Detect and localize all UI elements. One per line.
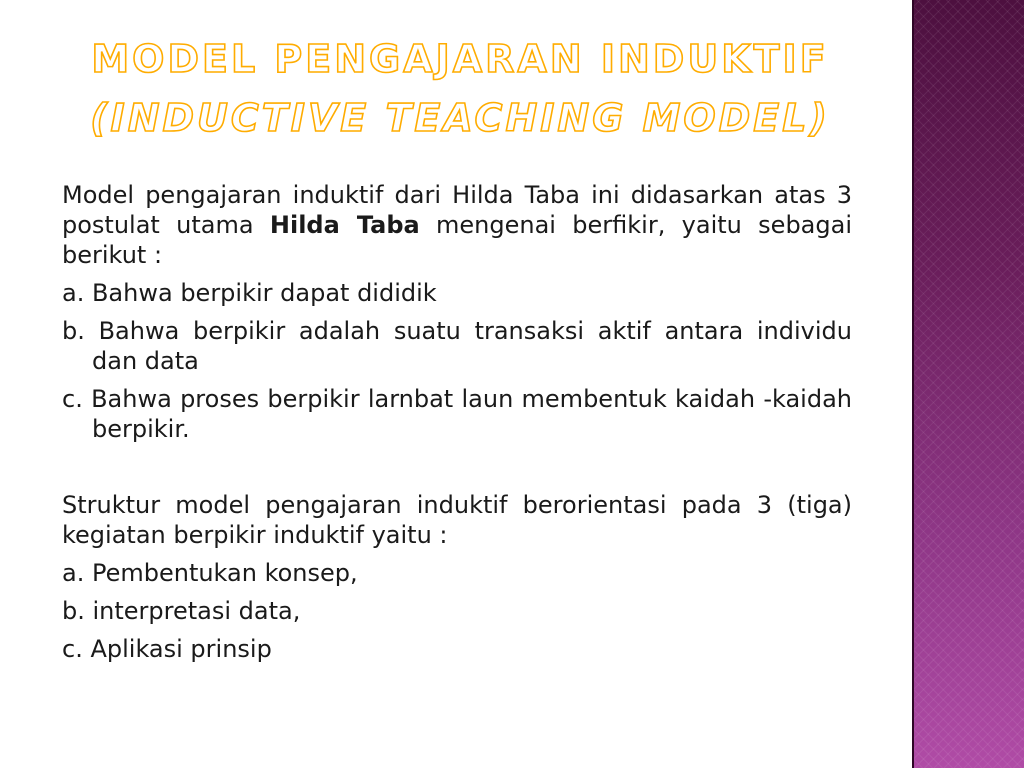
slide-title-line-1: MODEL PENGAJARAN INDUKTIF [91, 37, 829, 81]
list-item-activity-a: a. Pembentukan konsep, [62, 559, 358, 587]
list-item-activity-c: c. Aplikasi prinsip [62, 635, 272, 663]
intro-bold-name: Hilda Taba [269, 211, 420, 239]
decorative-side-stripe [912, 0, 1024, 768]
intro-text-end: mengenai berfikir, yaitu sebagai berikut : [62, 211, 852, 269]
list-item-postulate-c: c. Bahwa proses berpikir larnbat laun membentuk kaidah -kaidah berpikir. [62, 385, 852, 443]
intro-paragraph-2: Struktur model pengajaran induktif berorientasi pada 3 (tiga) kegiatan berpikir induktif yaitu : [62, 491, 852, 549]
slide-title-line-2: (INDUCTIVE TEACHING MODEL) [90, 96, 830, 140]
list-item-postulate-b: b. Bahwa berpikir adalah suatu transaksi aktif antara individu dan data [62, 317, 852, 375]
slide-body [62, 180, 852, 672]
list-item-activity-b: b. interpretasi data, [62, 597, 301, 625]
list-item-postulate-a: a. Bahwa berpikir dapat dididik [62, 279, 437, 307]
stripe-border [912, 0, 914, 768]
intro-text: Model pengajaran induktif dari Hilda Taba ini didasarkan atas 3 postulat utama [62, 181, 852, 239]
intro-paragraph-1 [62, 180, 852, 270]
spacer [62, 452, 852, 490]
